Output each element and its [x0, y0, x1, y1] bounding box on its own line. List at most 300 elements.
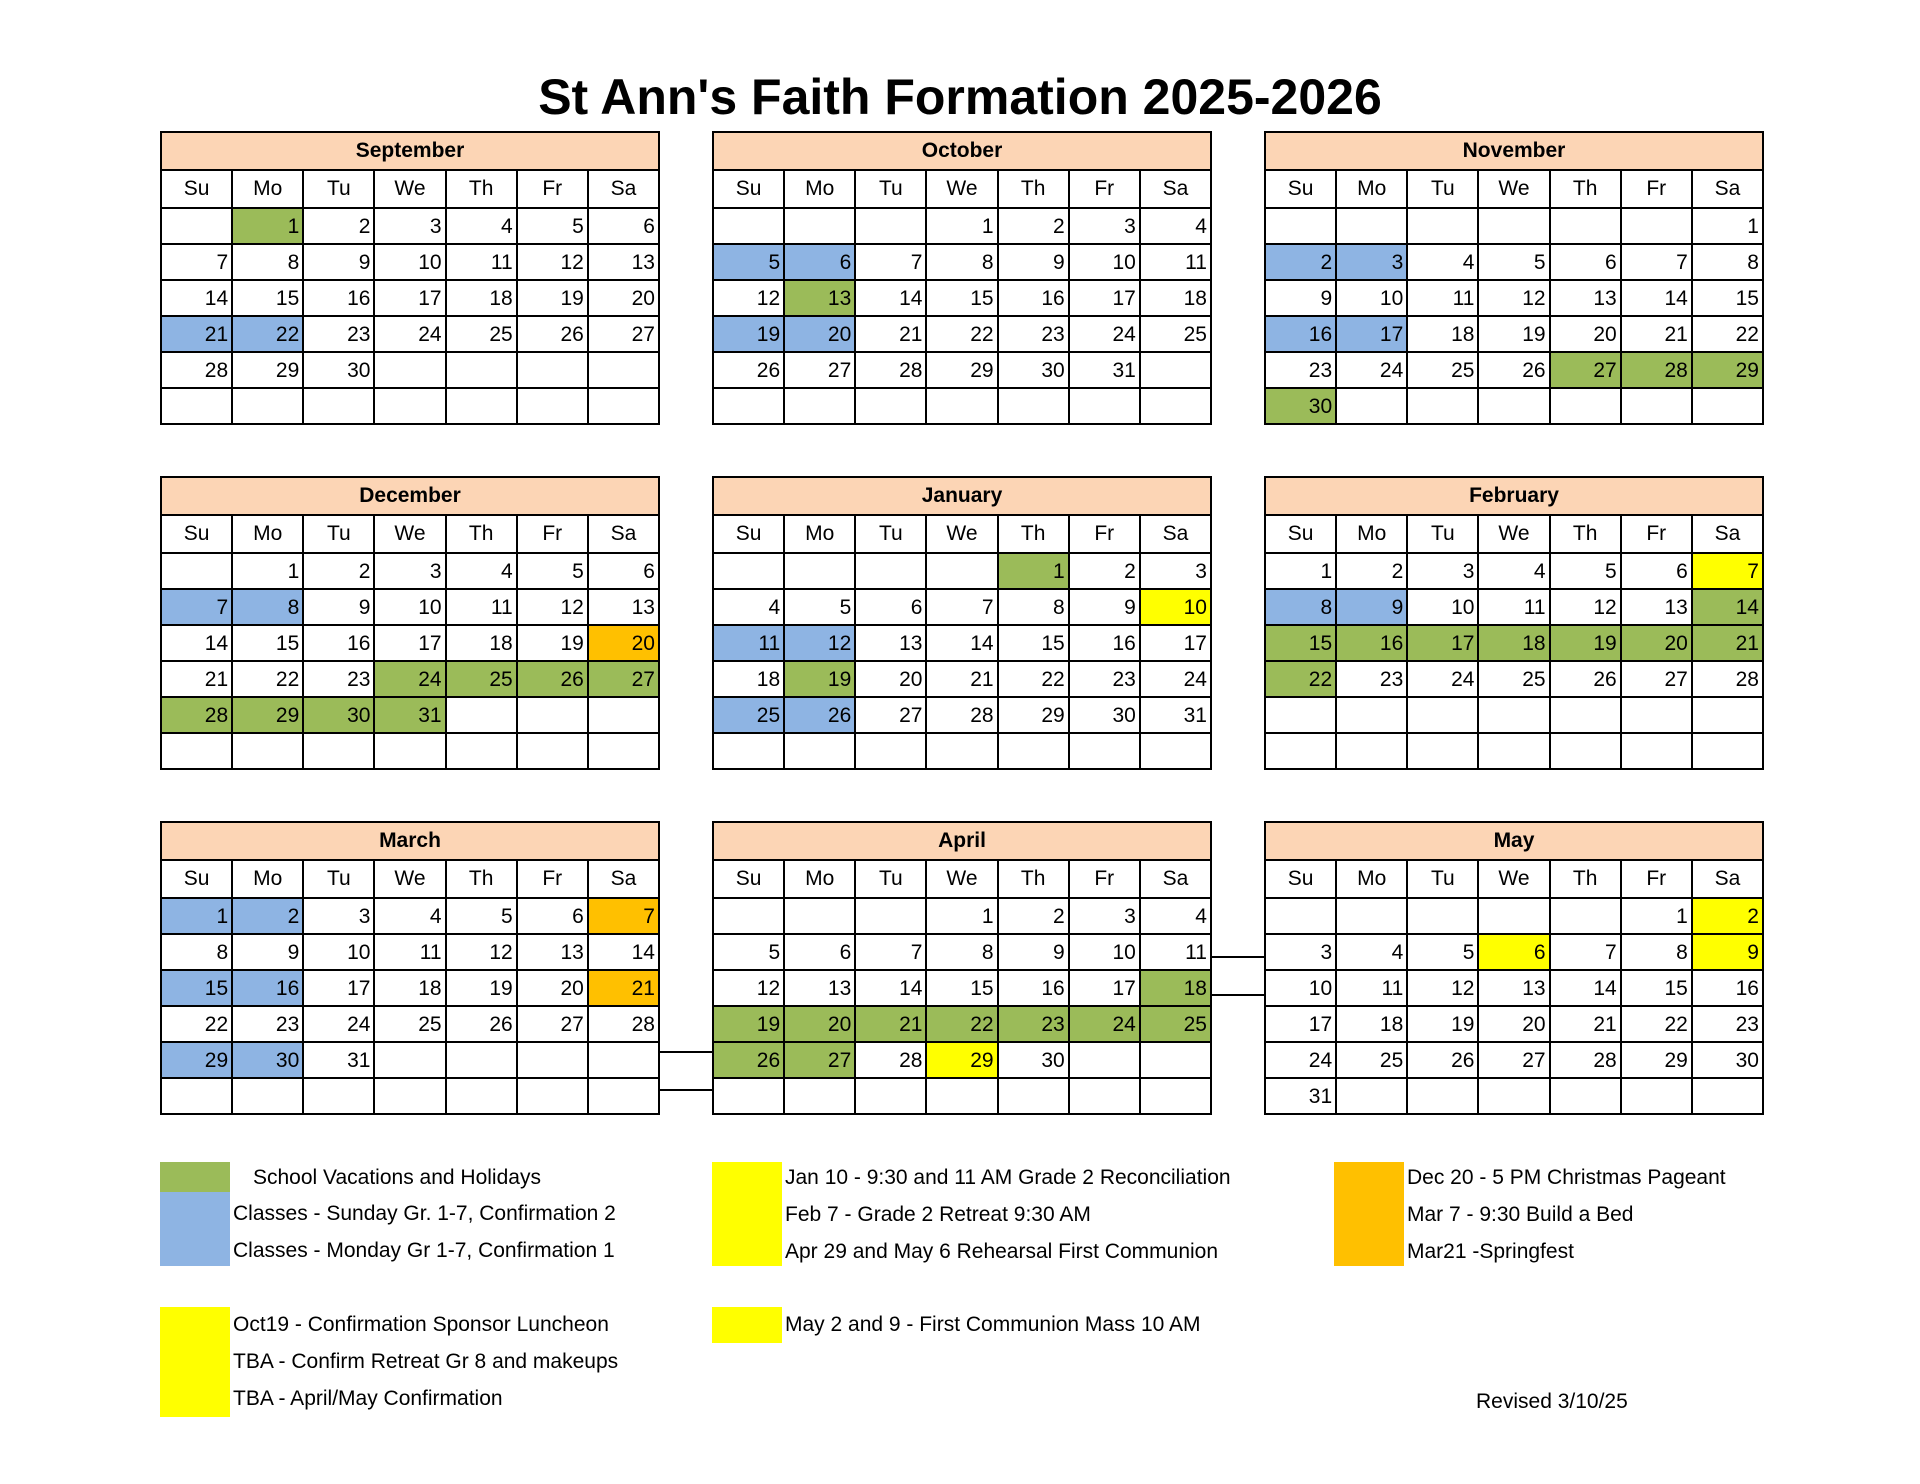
day-cell: 18 [1408, 315, 1479, 351]
week-row [714, 1041, 1210, 1077]
month-header: April [714, 823, 1210, 861]
weekday-label: Mo [233, 861, 304, 897]
empty-cell [447, 351, 518, 387]
weekday-label: Tu [856, 861, 927, 897]
week-row [714, 315, 1210, 351]
day-cell: 25 [1479, 660, 1550, 696]
legend-text: Feb 7 - Grade 2 Retreat 9:30 AM [785, 1203, 1091, 1226]
day-cell: 2 [1337, 552, 1408, 588]
empty-cell [714, 207, 785, 243]
empty-cell [856, 732, 927, 768]
day-cell: 21 [162, 315, 233, 351]
weekday-label: Mo [1337, 516, 1408, 552]
legend-text: Classes - Sunday Gr. 1-7, Confirmation 2 [233, 1202, 616, 1225]
week-row [1266, 387, 1762, 423]
week-row [162, 243, 658, 279]
day-cell: 19 [1408, 1005, 1479, 1041]
day-cell: 19 [714, 1005, 785, 1041]
weekday-label: Th [999, 171, 1070, 207]
day-cell: 23 [1266, 351, 1337, 387]
day-cell: 5 [518, 552, 589, 588]
empty-cell [1622, 207, 1693, 243]
weekday-label: Th [1551, 516, 1622, 552]
day-cell: 14 [1622, 279, 1693, 315]
day-cell: 5 [714, 243, 785, 279]
day-cell: 8 [927, 933, 998, 969]
day-cell: 30 [999, 1041, 1070, 1077]
day-cell: 3 [375, 552, 446, 588]
day-cell: 27 [785, 351, 856, 387]
day-cell: 17 [1070, 969, 1141, 1005]
day-cell: 6 [518, 897, 589, 933]
day-cell: 5 [1551, 552, 1622, 588]
day-cell: 27 [1551, 351, 1622, 387]
day-cell: 26 [1551, 660, 1622, 696]
week-row [1266, 1041, 1762, 1077]
empty-cell [856, 207, 927, 243]
day-cell: 27 [856, 696, 927, 732]
day-cell: 25 [1141, 315, 1210, 351]
legend-swatch [160, 1192, 230, 1266]
day-cell: 3 [1337, 243, 1408, 279]
day-cell: 25 [447, 315, 518, 351]
weekday-label: Su [162, 171, 233, 207]
day-cell: 11 [447, 243, 518, 279]
weekday-label: Mo [785, 516, 856, 552]
day-cell: 12 [714, 279, 785, 315]
empty-cell [375, 1077, 446, 1113]
day-cell: 3 [1266, 933, 1337, 969]
day-cell: 9 [1337, 588, 1408, 624]
day-cell: 13 [1622, 588, 1693, 624]
empty-cell [1551, 897, 1622, 933]
day-cell: 10 [1266, 969, 1337, 1005]
day-cell: 19 [518, 624, 589, 660]
day-cell: 12 [714, 969, 785, 1005]
day-cell: 23 [999, 315, 1070, 351]
week-row [1266, 351, 1762, 387]
day-cell: 30 [304, 351, 375, 387]
empty-cell [1408, 207, 1479, 243]
day-cell: 4 [1479, 552, 1550, 588]
empty-cell [927, 552, 998, 588]
day-cell: 24 [1070, 1005, 1141, 1041]
day-cell: 4 [1141, 207, 1210, 243]
legend-swatch [1334, 1162, 1404, 1266]
day-cell: 20 [785, 315, 856, 351]
day-cell: 10 [1141, 588, 1210, 624]
day-cell: 22 [233, 315, 304, 351]
day-cell: 13 [856, 624, 927, 660]
day-cell: 6 [785, 933, 856, 969]
connector-line [660, 1051, 712, 1053]
day-cell: 22 [162, 1005, 233, 1041]
day-cell: 30 [1693, 1041, 1762, 1077]
week-row [162, 732, 658, 768]
month-header: May [1266, 823, 1762, 861]
empty-cell [714, 552, 785, 588]
day-cell: 5 [1479, 243, 1550, 279]
month-october [712, 131, 1212, 425]
day-cell: 4 [1141, 897, 1210, 933]
legend-text: Apr 29 and May 6 Rehearsal First Communion [785, 1240, 1219, 1263]
day-cell: 22 [233, 660, 304, 696]
week-row [162, 351, 658, 387]
day-cell: 28 [856, 351, 927, 387]
day-cell: 6 [1479, 933, 1550, 969]
day-cell: 8 [927, 243, 998, 279]
day-cell: 8 [1622, 933, 1693, 969]
day-cell: 26 [518, 660, 589, 696]
empty-cell [589, 1077, 658, 1113]
day-cell: 8 [233, 243, 304, 279]
empty-cell [447, 1077, 518, 1113]
empty-cell [785, 207, 856, 243]
day-cell: 7 [1622, 243, 1693, 279]
day-cell: 21 [856, 315, 927, 351]
day-cell: 17 [304, 969, 375, 1005]
month-february [1264, 476, 1764, 770]
empty-cell [1551, 696, 1622, 732]
empty-cell [518, 387, 589, 423]
day-cell: 28 [927, 696, 998, 732]
day-cell: 16 [1070, 624, 1141, 660]
day-cell: 5 [1408, 933, 1479, 969]
day-cell: 7 [162, 243, 233, 279]
day-cell: 18 [1141, 279, 1210, 315]
day-cell: 15 [1266, 624, 1337, 660]
month-may [1264, 821, 1764, 1115]
day-cell: 14 [162, 279, 233, 315]
day-cell: 13 [1479, 969, 1550, 1005]
empty-cell [1551, 732, 1622, 768]
day-cell: 12 [518, 243, 589, 279]
day-cell: 3 [1141, 552, 1210, 588]
weekday-label: We [375, 171, 446, 207]
weekday-header-row [1266, 516, 1762, 552]
weekday-label: We [1479, 861, 1550, 897]
empty-cell [162, 732, 233, 768]
weekday-label: Su [1266, 516, 1337, 552]
day-cell: 23 [233, 1005, 304, 1041]
weekday-label: Th [447, 171, 518, 207]
week-row [714, 969, 1210, 1005]
day-cell: 5 [518, 207, 589, 243]
weekday-label: Tu [304, 861, 375, 897]
day-cell: 13 [785, 969, 856, 1005]
day-cell: 24 [1141, 660, 1210, 696]
empty-cell [589, 732, 658, 768]
day-cell: 30 [304, 696, 375, 732]
day-cell: 9 [999, 933, 1070, 969]
empty-cell [233, 732, 304, 768]
weekday-label: We [927, 516, 998, 552]
day-cell: 22 [999, 660, 1070, 696]
empty-cell [1479, 696, 1550, 732]
day-cell: 24 [1070, 315, 1141, 351]
empty-cell [1479, 387, 1550, 423]
day-cell: 11 [1141, 933, 1210, 969]
day-cell: 31 [1266, 1077, 1337, 1113]
day-cell: 24 [304, 1005, 375, 1041]
empty-cell [518, 696, 589, 732]
empty-cell [1693, 1077, 1762, 1113]
empty-cell [714, 387, 785, 423]
weekday-label: Sa [610, 522, 637, 545]
weekday-label: Su [714, 171, 785, 207]
day-cell: 3 [1070, 207, 1141, 243]
empty-cell [518, 732, 589, 768]
day-cell: 20 [1551, 315, 1622, 351]
week-row [1266, 207, 1762, 243]
day-cell: 16 [304, 624, 375, 660]
day-cell: 28 [1551, 1041, 1622, 1077]
weekday-label: Sa [610, 867, 637, 890]
empty-cell [1408, 696, 1479, 732]
day-cell: 12 [785, 624, 856, 660]
day-cell: 22 [927, 315, 998, 351]
day-cell: 13 [589, 588, 658, 624]
empty-cell [1141, 1077, 1210, 1113]
day-cell: 5 [714, 933, 785, 969]
day-cell: 25 [447, 660, 518, 696]
empty-cell [375, 732, 446, 768]
day-cell: 9 [304, 243, 375, 279]
day-cell: 11 [1479, 588, 1550, 624]
day-cell: 9 [1693, 933, 1762, 969]
day-cell: 11 [1141, 243, 1210, 279]
day-cell: 4 [447, 552, 518, 588]
weekday-label: Mo [233, 171, 304, 207]
day-cell: 19 [1551, 624, 1622, 660]
week-row [714, 897, 1210, 933]
empty-cell [375, 1041, 446, 1077]
week-row [714, 624, 1210, 660]
empty-cell [1479, 897, 1550, 933]
empty-cell [518, 351, 589, 387]
day-cell: 9 [1070, 588, 1141, 624]
empty-cell [1337, 696, 1408, 732]
day-cell: 21 [856, 1005, 927, 1041]
weekday-label: Su [162, 861, 233, 897]
day-cell: 2 [1266, 243, 1337, 279]
weekday-label: Mo [233, 516, 304, 552]
weekday-label: Tu [856, 171, 927, 207]
empty-cell [518, 1077, 589, 1113]
day-cell: 17 [1070, 279, 1141, 315]
day-cell: 21 [162, 660, 233, 696]
day-cell: 30 [999, 351, 1070, 387]
month-april [712, 821, 1212, 1115]
day-cell: 8 [162, 933, 233, 969]
day-cell: 16 [1693, 969, 1762, 1005]
day-cell: 29 [162, 1041, 233, 1077]
weekday-label: Sa [1714, 177, 1741, 200]
day-cell: 15 [233, 624, 304, 660]
empty-cell [1693, 696, 1762, 732]
empty-cell [1693, 732, 1762, 768]
day-cell: 25 [375, 1005, 446, 1041]
empty-cell [999, 387, 1070, 423]
empty-cell [304, 387, 375, 423]
day-cell: 14 [589, 933, 658, 969]
legend-text: Mar21 -Springfest [1407, 1240, 1574, 1263]
empty-cell [589, 696, 658, 732]
week-row [714, 552, 1210, 588]
day-cell: 22 [927, 1005, 998, 1041]
empty-cell [589, 1041, 658, 1077]
weekday-label: We [1479, 171, 1550, 207]
day-cell: 28 [856, 1041, 927, 1077]
week-row [714, 351, 1210, 387]
day-cell: 29 [233, 351, 304, 387]
day-cell: 15 [1693, 279, 1762, 315]
weekday-label: Sa [610, 177, 637, 200]
week-row [1266, 732, 1762, 768]
month-header: January [714, 478, 1210, 516]
day-cell: 20 [589, 279, 658, 315]
day-cell: 6 [589, 207, 658, 243]
day-cell: 19 [785, 660, 856, 696]
day-cell: 22 [1622, 1005, 1693, 1041]
day-cell: 21 [927, 660, 998, 696]
day-cell: 12 [1408, 969, 1479, 1005]
week-row [1266, 1077, 1762, 1113]
day-cell: 29 [1693, 351, 1762, 387]
empty-cell [589, 387, 658, 423]
weekday-label: Fr [518, 861, 589, 897]
day-cell: 19 [518, 279, 589, 315]
empty-cell [447, 1041, 518, 1077]
day-cell: 7 [856, 933, 927, 969]
week-row [162, 315, 658, 351]
empty-cell [1337, 732, 1408, 768]
weekday-label: Mo [1337, 171, 1408, 207]
week-row [162, 933, 658, 969]
day-cell: 18 [1337, 1005, 1408, 1041]
day-cell: 14 [1693, 588, 1762, 624]
empty-cell [785, 1077, 856, 1113]
week-row [162, 1005, 658, 1041]
day-cell: 26 [518, 315, 589, 351]
day-cell: 13 [518, 933, 589, 969]
week-row [162, 1077, 658, 1113]
day-cell: 28 [1693, 660, 1762, 696]
weekday-label: We [375, 861, 446, 897]
day-cell: 15 [927, 279, 998, 315]
day-cell: 15 [233, 279, 304, 315]
connector-line [1212, 994, 1264, 996]
connector-line [660, 1089, 712, 1091]
day-cell: 21 [589, 969, 658, 1005]
day-cell: 10 [1070, 243, 1141, 279]
weekday-label: Fr [1070, 516, 1141, 552]
empty-cell [1266, 732, 1337, 768]
day-cell: 7 [856, 243, 927, 279]
legend-text: Mar 7 - 9:30 Build a Bed [1407, 1203, 1634, 1226]
empty-cell [1408, 897, 1479, 933]
legend-text: TBA - Confirm Retreat Gr 8 and makeups [233, 1350, 619, 1373]
empty-cell [1479, 732, 1550, 768]
day-cell: 11 [1408, 279, 1479, 315]
empty-cell [1070, 732, 1141, 768]
day-cell: 12 [447, 933, 518, 969]
empty-cell [447, 696, 518, 732]
empty-cell [162, 1077, 233, 1113]
weekday-label: Fr [1070, 861, 1141, 897]
day-cell: 23 [1070, 660, 1141, 696]
empty-cell [1479, 207, 1550, 243]
day-cell: 25 [1337, 1041, 1408, 1077]
empty-cell [785, 897, 856, 933]
day-cell: 2 [304, 552, 375, 588]
day-cell: 28 [162, 696, 233, 732]
day-cell: 2 [999, 207, 1070, 243]
empty-cell [1141, 351, 1210, 387]
week-row [1266, 279, 1762, 315]
weekday-header-row [714, 171, 1210, 207]
weekday-label: Fr [1070, 171, 1141, 207]
day-cell: 27 [589, 315, 658, 351]
day-cell: 16 [999, 279, 1070, 315]
empty-cell [927, 1077, 998, 1113]
empty-cell [1070, 1077, 1141, 1113]
weekday-label: We [375, 516, 446, 552]
empty-cell [1693, 387, 1762, 423]
empty-cell [714, 1077, 785, 1113]
day-cell: 9 [304, 588, 375, 624]
day-cell: 24 [375, 315, 446, 351]
weekday-label: Tu [1408, 861, 1479, 897]
weekday-header-row [714, 516, 1210, 552]
empty-cell [375, 351, 446, 387]
empty-cell [1266, 696, 1337, 732]
weekday-label: Fr [518, 516, 589, 552]
revised-date: Revised 3/10/25 [1476, 1390, 1628, 1413]
weekday-label: Mo [785, 861, 856, 897]
legend-swatch [712, 1162, 782, 1266]
empty-cell [1479, 1077, 1550, 1113]
weekday-label: Su [714, 861, 785, 897]
empty-cell [304, 1077, 375, 1113]
day-cell: 6 [589, 552, 658, 588]
day-cell: 2 [233, 897, 304, 933]
day-cell: 3 [304, 897, 375, 933]
weekday-label: Th [447, 516, 518, 552]
day-cell: 2 [999, 897, 1070, 933]
day-cell: 3 [375, 207, 446, 243]
week-row [1266, 660, 1762, 696]
weekday-header-row [714, 861, 1210, 897]
week-row [1266, 588, 1762, 624]
weekday-label: Fr [518, 171, 589, 207]
week-row [1266, 243, 1762, 279]
empty-cell [1622, 1077, 1693, 1113]
weekday-label: Tu [304, 171, 375, 207]
legend-swatch [160, 1162, 230, 1192]
day-cell: 18 [714, 660, 785, 696]
day-cell: 5 [785, 588, 856, 624]
day-cell: 31 [1070, 351, 1141, 387]
empty-cell [1408, 387, 1479, 423]
day-cell: 17 [1337, 315, 1408, 351]
day-cell: 27 [589, 660, 658, 696]
empty-cell [1408, 1077, 1479, 1113]
day-cell: 11 [447, 588, 518, 624]
legend-text: TBA - April/May Confirmation [233, 1387, 503, 1410]
empty-cell [1141, 1041, 1210, 1077]
day-cell: 10 [1337, 279, 1408, 315]
